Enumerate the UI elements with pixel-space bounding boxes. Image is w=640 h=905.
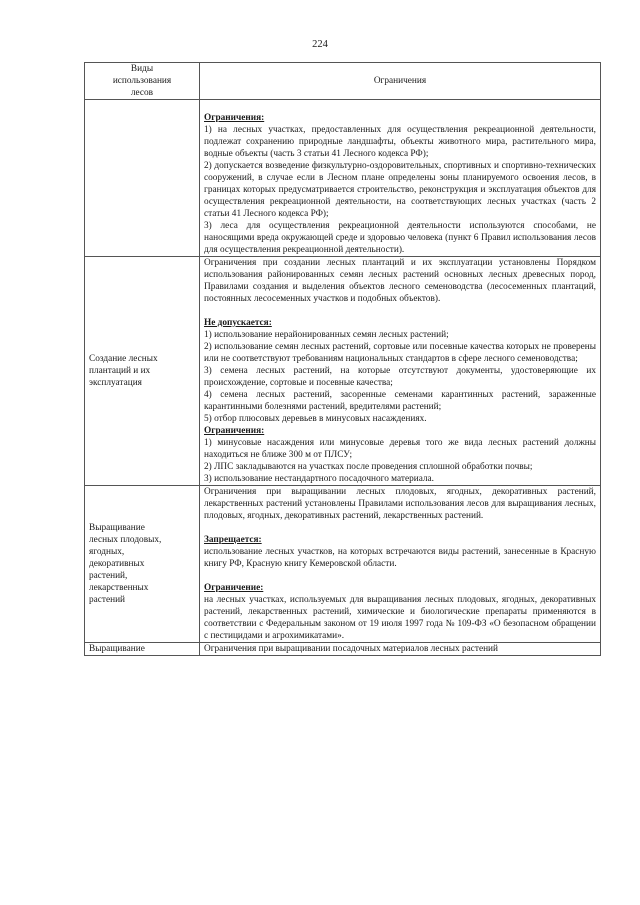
paragraph-gap [204,305,596,317]
restriction-paragraph: 2) ЛПС закладываются на участках после проведения сплошной обработки почвы; [204,462,533,472]
restriction-heading: Ограничения: [204,113,265,123]
table-body [85,100,601,656]
restriction-paragraph: 1) использование нерайонированных семян лесных растений; [204,330,449,340]
table-header-row [85,63,601,100]
forest-use-type-cell [85,643,200,656]
forest-use-type-line: лекарственных [89,583,149,593]
paragraph-gap [204,522,596,534]
restrictions-cell [200,486,601,643]
restriction-paragraph: Ограничения при создании лесных плантаций и их эксплуатации установлены Порядком использования районированных семян лесных растений основных лесных древесных пород, Правилами создания и выделения объектов лесного семеноводства (лесосеменных плантаций, постоянных лесосеменных участков и подобных объектов). [204,258,596,304]
page-number: 224 [312,39,328,50]
restriction-paragraph: 4) семена лесных растений, засоренные семенами карантинных растений, зараженные карантинными болезнями растений, вредителями растений; [204,390,596,412]
restriction-paragraph: использование лесных участков, на которых встречаются виды растений, занесенные в Красную книгу РФ, Красную книгу Кемеровской области. [204,547,596,569]
restriction-paragraph: Ограничения при выращивании посадочных материалов лесных растений [204,644,499,654]
restriction-paragraph: 5) отбор плюсовых деревьев в минусовых насаждениях. [204,414,427,424]
forest-use-type-line: эксплуатация [89,378,142,388]
forest-use-type-line: плантаций и их [89,366,151,376]
header-line: Виды [130,64,154,74]
forest-use-type-cell [85,100,200,257]
table-row [85,486,601,643]
paragraph-gap [204,100,596,112]
restriction-paragraph: Ограничения при выращивании лесных плодовых, ягодных, декоративных растений, лекарственных растений установлены Правилами использования лесов для выращивания лесных, плодовых, ягодных, декоративных растений, лекарственных растений. [204,487,596,521]
header-line: использования [112,76,172,86]
table-row [85,257,601,486]
restriction-paragraph: 3) семена лесных растений, на которые отсутствуют документы, удостоверяющие их происхождение, сортовые и посевные качества; [204,366,596,388]
restrictions-table [84,62,601,656]
forest-use-type-cell [85,486,200,643]
restriction-paragraph: 3) использование нестандартного посадочного материала. [204,474,435,484]
restriction-paragraph: 1) минусовые насаждения или минусовые деревья того же вида лесных растений должны находиться не ближе 300 м от ПЛСУ; [204,438,596,460]
forest-use-type-cell [85,257,200,486]
restriction-paragraph: 3) леса для осуществления рекреационной деятельности используются способами, не наносящими вреда окружающей среде и здоровью человека (пункт 6 Правил использования лесов для осуществления рекреационной деятельности). [204,221,596,255]
restriction-paragraph: 2) допускается возведение физкультурно-оздоровительных, спортивных и спортивно-технических сооружений, в случае если в Лесном плане определены зоны планируемого освоения лесов, в границах которых предусматривается строительство, реконструкция и эксплуатация объектов для осуществления рекреационной деятельности, на соответствующих лесных участках (часть 2 статьи 41 Лесного кодекса РФ); [204,161,596,219]
restriction-heading: Запрещается: [204,535,262,545]
table-row [85,100,601,257]
restriction-heading: Не допускается: [204,318,272,328]
restrictions-cell [200,257,601,486]
forest-use-type-line: ягодных, [89,547,125,557]
header-forest-use-type [85,63,200,100]
restriction-paragraph: 2) использование семян лесных растений, сортовые или посевные качества которых не проверены или не соответствуют требованиям национальных стандартов в сфере лесного семеноводства; [204,342,596,364]
forest-use-type-line: растений [89,595,126,605]
header-line: лесов [130,88,154,98]
table-row [85,643,601,656]
restrictions-cell [200,100,601,257]
forest-use-type-line: Создание лесных [89,354,158,364]
restriction-paragraph: 1) на лесных участках, предоставленных для осуществления рекреационной деятельности, подлежат сохранению природные ландшафты, объекты животного мира, растительного мира, водные объекты (часть 3 статьи 41 Лесного кодекса РФ); [204,125,596,159]
restriction-heading: Ограничения: [204,426,265,436]
forest-use-type-line: Выращивание [89,644,145,654]
restrictions-cell [200,643,601,656]
restriction-paragraph: на лесных участках, используемых для выращивания лесных плодовых, ягодных, декоративных растений, лекарственных растений, химические и биологические препараты применяются в соответствии с Федеральным законом от 19 июля 1997 года № 109-ФЗ «О безопасном обращении с пестицидами и агрохимикатами». [204,595,596,641]
forest-use-type-line: растений, [89,571,128,581]
restriction-heading: Ограничение: [204,583,264,593]
forest-use-type-line: лесных плодовых, [89,535,162,545]
forest-use-type-line: Выращивание [89,523,145,533]
forest-use-type-line: декоративных [89,559,145,569]
header-restrictions: Ограничения [200,63,601,100]
paragraph-gap [204,570,596,582]
